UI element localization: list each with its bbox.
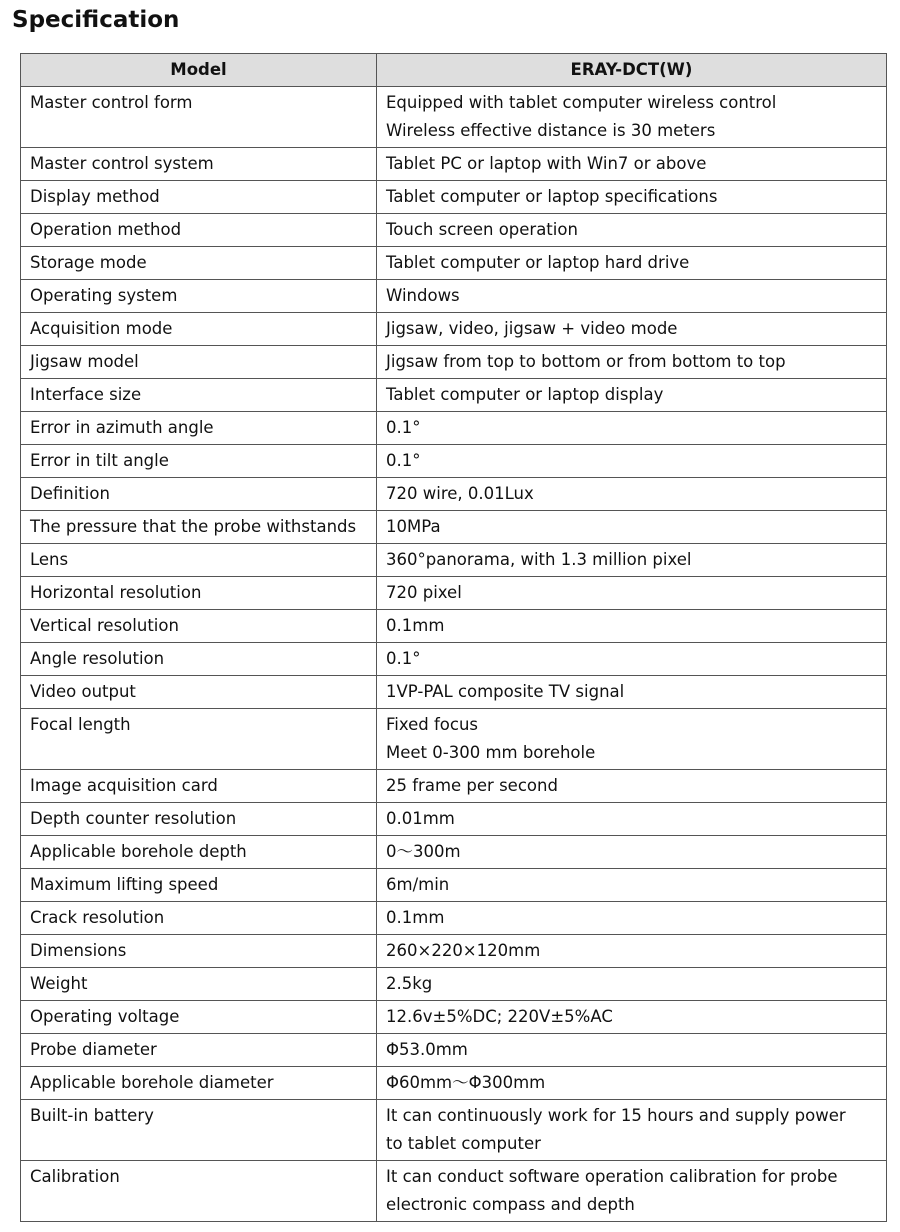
spec-value-line: 0.1° — [386, 451, 421, 470]
table-row — [21, 214, 887, 247]
table-header-row — [21, 54, 887, 87]
spec-value — [377, 247, 887, 280]
spec-label: Horizontal resolution — [21, 577, 377, 610]
spec-value — [377, 478, 887, 511]
spec-label: Angle resolution — [21, 643, 377, 676]
spec-value — [377, 902, 887, 935]
spec-value — [377, 511, 887, 544]
spec-value — [377, 313, 887, 346]
spec-value — [377, 676, 887, 709]
spec-label: Interface size — [21, 379, 377, 412]
spec-value-line: electronic compass and depth — [386, 1195, 635, 1214]
table-row — [21, 1161, 887, 1222]
spec-value-line: Fixed focus — [386, 715, 479, 734]
spec-label: Depth counter resolution — [21, 803, 377, 836]
spec-value-line: 0.1mm — [386, 616, 445, 635]
spec-value-line: Meet 0-300 mm borehole — [386, 743, 596, 762]
spec-value — [377, 379, 887, 412]
table-row — [21, 869, 887, 902]
table-row — [21, 935, 887, 968]
table-row — [21, 148, 887, 181]
spec-value — [377, 1067, 887, 1100]
spec-value-line: 360°panorama, with 1.3 million pixel — [386, 550, 692, 569]
spec-value — [377, 577, 887, 610]
spec-value-line: Wireless effective distance is 30 meters — [386, 121, 716, 140]
spec-value-line: 0.01mm — [386, 809, 455, 828]
table-row — [21, 610, 887, 643]
spec-value — [377, 770, 887, 803]
table-row — [21, 511, 887, 544]
spec-label: Acquisition mode — [21, 313, 377, 346]
spec-label: Dimensions — [21, 935, 377, 968]
spec-value-line: 1VP-PAL composite TV signal — [386, 682, 625, 701]
table-row — [21, 1100, 887, 1161]
header-model: Model — [21, 54, 377, 87]
spec-label: Error in tilt angle — [21, 445, 377, 478]
spec-label: Operating voltage — [21, 1001, 377, 1034]
spec-value — [377, 869, 887, 902]
spec-label: Calibration — [21, 1161, 377, 1222]
table-row — [21, 379, 887, 412]
table-row — [21, 709, 887, 770]
spec-label: Operation method — [21, 214, 377, 247]
spec-label: Jigsaw model — [21, 346, 377, 379]
spec-value — [377, 1001, 887, 1034]
spec-value-line: 260×220×120mm — [386, 941, 541, 960]
spec-value — [377, 87, 887, 148]
spec-value-line: Φ53.0mm — [386, 1040, 468, 1059]
spec-value-line: to tablet computer — [386, 1134, 541, 1153]
spec-label: Applicable borehole depth — [21, 836, 377, 869]
spec-value — [377, 544, 887, 577]
spec-value-line: 720 wire, 0.01Lux — [386, 484, 534, 503]
spec-value-line: Equipped with tablet computer wireless control — [386, 93, 777, 112]
spec-label: Master control system — [21, 148, 377, 181]
table-row — [21, 87, 887, 148]
spec-value — [377, 214, 887, 247]
table-row — [21, 902, 887, 935]
spec-label: Operating system — [21, 280, 377, 313]
spec-value — [377, 1161, 887, 1222]
spec-label: Maximum lifting speed — [21, 869, 377, 902]
table-row — [21, 412, 887, 445]
table-row — [21, 280, 887, 313]
spec-value — [377, 346, 887, 379]
spec-label: Applicable borehole diameter — [21, 1067, 377, 1100]
table-row — [21, 181, 887, 214]
spec-value-line: 0.1° — [386, 418, 421, 437]
spec-value — [377, 148, 887, 181]
table-row — [21, 770, 887, 803]
spec-value — [377, 445, 887, 478]
spec-value-line: 10MPa — [386, 517, 441, 536]
spec-value-line: 6m/min — [386, 875, 450, 894]
spec-value-line: Touch screen operation — [386, 220, 578, 239]
table-row — [21, 1001, 887, 1034]
spec-label: Crack resolution — [21, 902, 377, 935]
spec-value — [377, 181, 887, 214]
spec-value-line: 720 pixel — [386, 583, 462, 602]
spec-value — [377, 610, 887, 643]
table-row — [21, 577, 887, 610]
spec-value-line: 2.5kg — [386, 974, 433, 993]
table-row — [21, 968, 887, 1001]
spec-value — [377, 709, 887, 770]
spec-label: The pressure that the probe withstands — [21, 511, 377, 544]
spec-value-line: It can continuously work for 15 hours and supply power — [386, 1106, 846, 1125]
table-row — [21, 346, 887, 379]
spec-value — [377, 412, 887, 445]
table-row — [21, 836, 887, 869]
spec-value-line: 0.1mm — [386, 908, 445, 927]
spec-value-line: Tablet computer or laptop hard drive — [386, 253, 690, 272]
table-row — [21, 643, 887, 676]
table-row — [21, 1034, 887, 1067]
table-row — [21, 676, 887, 709]
spec-label: Probe diameter — [21, 1034, 377, 1067]
table-row — [21, 1067, 887, 1100]
spec-value — [377, 1100, 887, 1161]
spec-value-line: Jigsaw, video, jigsaw + video mode — [386, 319, 678, 338]
spec-value-line: Φ60mm～Φ300mm — [386, 1073, 546, 1092]
spec-label: Error in azimuth angle — [21, 412, 377, 445]
spec-label: Image acquisition card — [21, 770, 377, 803]
spec-label: Storage mode — [21, 247, 377, 280]
table-row — [21, 803, 887, 836]
spec-value — [377, 836, 887, 869]
spec-value-line: 25 frame per second — [386, 776, 558, 795]
spec-value-line: It can conduct software operation calibration for probe — [386, 1167, 838, 1186]
spec-value-line: 0.1° — [386, 649, 421, 668]
spec-label: Display method — [21, 181, 377, 214]
table-body — [21, 87, 887, 1222]
spec-label: Built-in battery — [21, 1100, 377, 1161]
table-row — [21, 445, 887, 478]
table-row — [21, 544, 887, 577]
spec-label: Lens — [21, 544, 377, 577]
spec-label: Video output — [21, 676, 377, 709]
table-row — [21, 478, 887, 511]
page-title: Specification — [12, 7, 180, 33]
spec-label: Definition — [21, 478, 377, 511]
table-row — [21, 247, 887, 280]
spec-value — [377, 643, 887, 676]
table-row — [21, 313, 887, 346]
spec-value-line: Tablet computer or laptop display — [386, 385, 664, 404]
specification-table — [20, 53, 887, 1222]
spec-value-line: Tablet PC or laptop with Win7 or above — [386, 154, 707, 173]
spec-value — [377, 968, 887, 1001]
spec-label: Focal length — [21, 709, 377, 770]
spec-label: Master control form — [21, 87, 377, 148]
spec-value-line: Jigsaw from top to bottom or from bottom to top — [386, 352, 786, 371]
spec-value-line: Windows — [386, 286, 460, 305]
spec-label: Weight — [21, 968, 377, 1001]
spec-value — [377, 935, 887, 968]
spec-value-line: 12.6v±5%DC; 220V±5%AC — [386, 1007, 613, 1026]
spec-value-line: 0～300m — [386, 842, 461, 861]
spec-value — [377, 803, 887, 836]
spec-value-line: Tablet computer or laptop specifications — [386, 187, 718, 206]
spec-label: Vertical resolution — [21, 610, 377, 643]
header-model-name: ERAY-DCT(W) — [377, 54, 887, 87]
spec-value — [377, 280, 887, 313]
spec-value — [377, 1034, 887, 1067]
